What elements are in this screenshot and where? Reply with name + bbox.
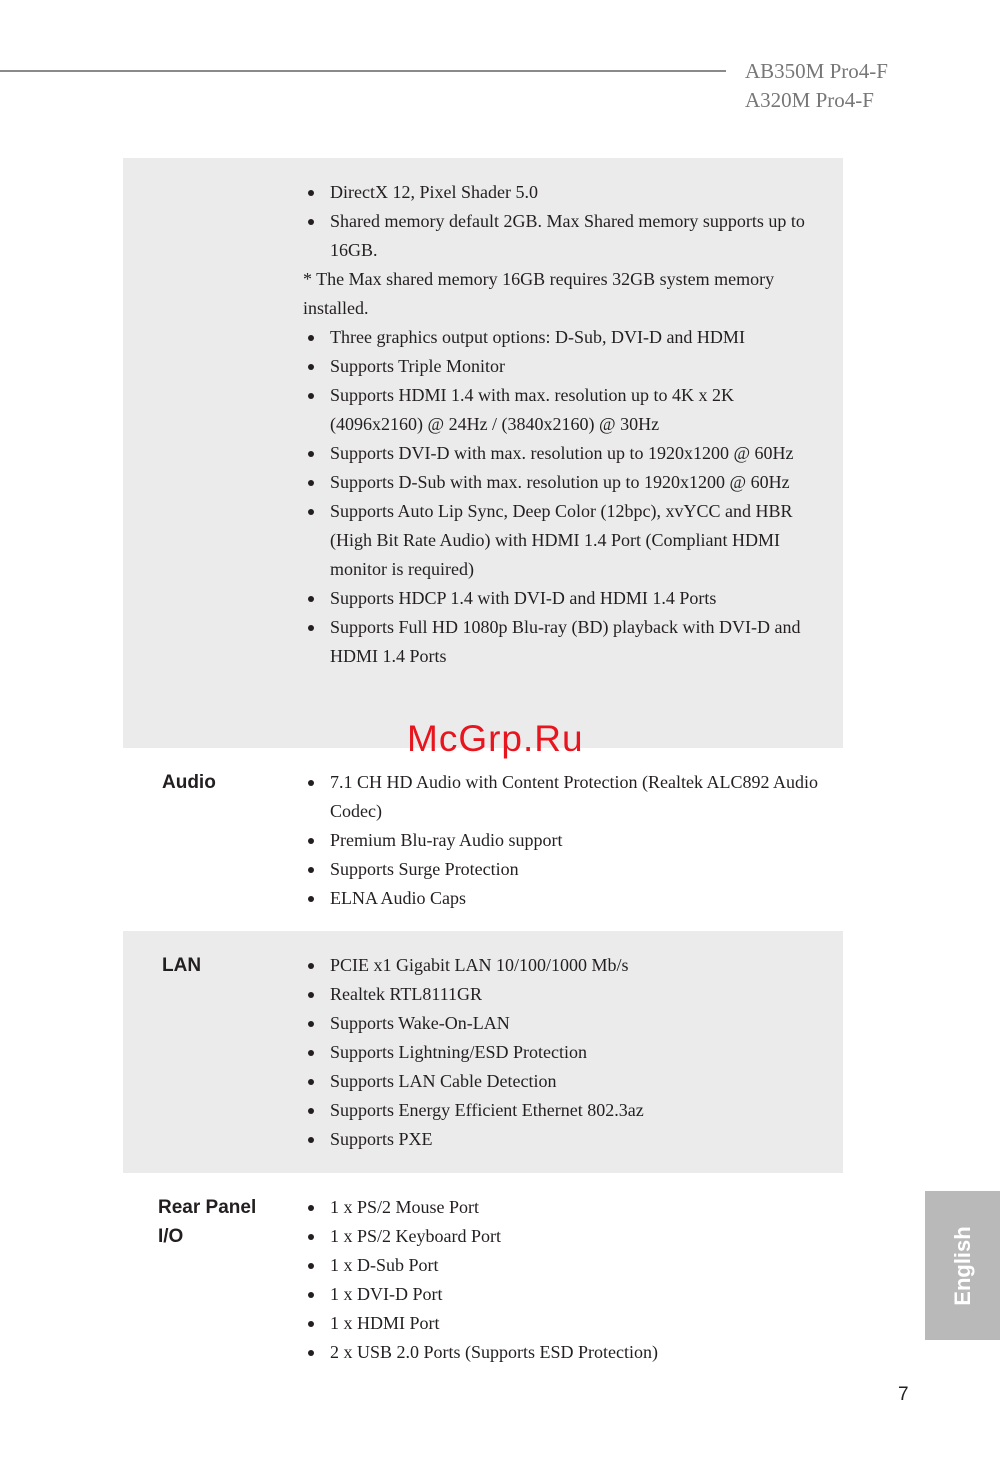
list-item: Supports Triple Monitor — [303, 352, 823, 381]
header-rule — [0, 70, 726, 72]
audio-label: Audio — [162, 772, 216, 793]
lan-spec-list — [303, 951, 823, 1154]
list-item: Supports Surge Protection — [303, 855, 823, 884]
list-item: PCIE x1 Gigabit LAN 10/100/1000 Mb/s — [303, 951, 823, 980]
page-number: 7 — [898, 1384, 909, 1405]
list-item: 7.1 CH HD Audio with Content Protection (Realtek ALC892 Audio Codec) — [303, 768, 823, 826]
list-item: Supports D-Sub with max. resolution up to 1920x1200 @ 60Hz — [303, 468, 823, 497]
model-name-primary: AB350M Pro4-F — [745, 59, 888, 83]
list-item: Supports DVI-D with max. resolution up to 1920x1200 @ 60Hz — [303, 439, 823, 468]
list-item: Supports HDMI 1.4 with max. resolution up to 4K x 2K (4096x2160) @ 24Hz / (3840x2160) @ 30Hz — [303, 381, 823, 439]
lan-label: LAN — [162, 955, 202, 976]
graphics-section — [123, 158, 843, 748]
list-item: Shared memory default 2GB. Max Shared memory supports up to 16GB. — [303, 207, 823, 265]
list-item: Supports Wake-On-LAN — [303, 1009, 823, 1038]
list-item: 1 x DVI-D Port — [303, 1280, 823, 1309]
lan-section — [123, 931, 843, 1173]
list-item: ELNA Audio Caps — [303, 884, 823, 913]
list-item: 2 x USB 2.0 Ports (Supports ESD Protection) — [303, 1338, 823, 1367]
list-item: Three graphics output options: D-Sub, DVI-D and HDMI — [303, 323, 823, 352]
list-item: 1 x PS/2 Mouse Port — [303, 1193, 823, 1222]
rear-panel-section — [123, 1173, 843, 1373]
list-item: Supports PXE — [303, 1125, 823, 1154]
list-item: Supports LAN Cable Detection — [303, 1067, 823, 1096]
rear-panel-spec-list — [303, 1193, 823, 1367]
list-item: Premium Blu-ray Audio support — [303, 826, 823, 855]
list-item: Supports HDCP 1.4 with DVI-D and HDMI 1.4 Ports — [303, 584, 823, 613]
model-name-secondary: A320M Pro4-F — [745, 88, 874, 112]
list-item: 1 x PS/2 Keyboard Port — [303, 1222, 823, 1251]
list-item: 1 x HDMI Port — [303, 1309, 823, 1338]
rear-panel-label-line2: I/O — [158, 1226, 184, 1247]
watermark: McGrp.Ru — [407, 718, 584, 759]
rear-panel-label — [158, 1193, 256, 1251]
list-item: Supports Auto Lip Sync, Deep Color (12bpc), xvYCC and HBR (High Bit Rate Audio) with HDMI 1.4 Port (Compliant HDMI monitor is required) — [303, 497, 823, 584]
rear-panel-label-line1: Rear Panel — [158, 1197, 257, 1218]
audio-section — [123, 748, 843, 931]
graphics-memory-note: * The Max shared memory 16GB requires 32GB system memory installed. — [303, 269, 775, 318]
audio-spec-list — [303, 768, 823, 913]
graphics-spec-list — [303, 178, 823, 671]
list-item: Supports Lightning/ESD Protection — [303, 1038, 823, 1067]
list-item: Supports Full HD 1080p Blu-ray (BD) playback with DVI-D and HDMI 1.4 Ports — [303, 613, 823, 671]
language-tab-label: English — [949, 1225, 975, 1306]
list-item: 1 x D-Sub Port — [303, 1251, 823, 1280]
list-item: Realtek RTL8111GR — [303, 980, 823, 1009]
list-item: Supports Energy Efficient Ethernet 802.3az — [303, 1096, 823, 1125]
list-item: DirectX 12, Pixel Shader 5.0 — [303, 178, 823, 207]
language-tab — [925, 1191, 1000, 1340]
